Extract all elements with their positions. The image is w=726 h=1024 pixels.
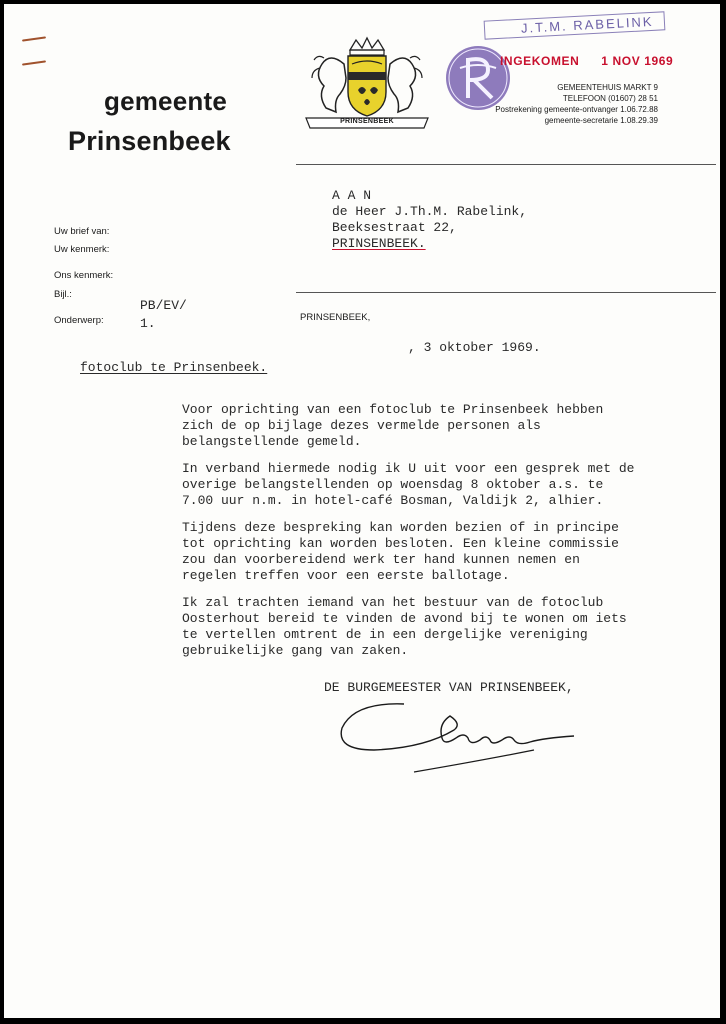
crest-banner-text: PRINSENBEEK [340,118,394,125]
letterhead-secretarie: gemeente-secretarie 1.08.29.39 [544,116,658,125]
address-divider [296,292,716,293]
field-onderwerp: Onderwerp: [54,315,104,326]
onderwerp-value: 1. [140,316,156,331]
body-paragraph: Voor oprichting van een fotoclub te Prinsenbeek hebben zich de op bijlage dezes vermelde personen als belangstellende gemeld. [182,402,604,449]
letterhead-address: GEMEENTEHUIS MARKT 9 [557,83,658,92]
letter-subject: fotoclub te Prinsenbeek. [80,360,268,375]
letter-body [182,402,642,670]
header-divider [296,164,716,165]
field-uw-kenmerk: Uw kenmerk: [54,244,110,255]
org-name-line1: gemeente [104,86,227,116]
received-label: INGEKOMEN [500,54,580,68]
field-bijl: Bijl.: [54,289,72,300]
recipient-name-stamp: J.T.M. RABELINK [484,11,665,39]
received-day: 1 [601,54,609,68]
bijl-value: PB/EV/ [140,298,187,313]
punch-mark [22,36,46,41]
place-label: PRINSENBEEK, [300,312,371,323]
closing-title: DE BURGEMEESTER VAN PRINSENBEEK, [324,680,574,695]
body-paragraph: In verband hiermede nodig ik U uit voor een gesprek met de overige belangstellenden op woensdag 8 oktober a.s. te 7.00 uur n.m. in hotel-café Bosman, Valdijk 2, alhier. [182,461,635,508]
body-paragraph: Tijdens deze bespreking kan worden bezien of in principe tot oprichting kan worden besloten. Een kleine commissie zou dan voorbereidend werk ter hand kunnen nemen en regelen treffen voor een eerste ballotage. [182,520,619,583]
letter-page [4,4,720,1018]
punch-mark [22,60,46,65]
letterhead-postrekening: Postrekening gemeente-ontvanger 1.06.72.88 [495,105,658,114]
municipal-crest [300,34,434,134]
field-uw-brief-van: Uw brief van: [54,226,110,237]
signature-icon [334,694,594,784]
org-name-line2: Prinsenbeek [68,126,231,156]
letterhead-phone: TELEFOON (01607) 28 51 [562,94,658,103]
letter-date: , 3 oktober 1969. [408,340,541,355]
recipient-name: de Heer J.Th.M. Rabelink, [332,204,528,219]
received-stamp [500,54,673,68]
field-ons-kenmerk: Ons kenmerk: [54,270,114,281]
recipient-street: Beeksestraat 22, [332,220,457,235]
recipient-aan: A A N [332,188,372,203]
recipient-city: PRINSENBEEK. [332,236,426,251]
body-paragraph: Ik zal trachten iemand van het bestuur van de fotoclub Oosterhout bereid te vinden de avond bij te wonen om iets te vertellen omtrent de in een dergelijke vereniging gebruikelijke gang van zaken. [182,595,627,658]
received-date: NOV 1969 [612,54,674,68]
